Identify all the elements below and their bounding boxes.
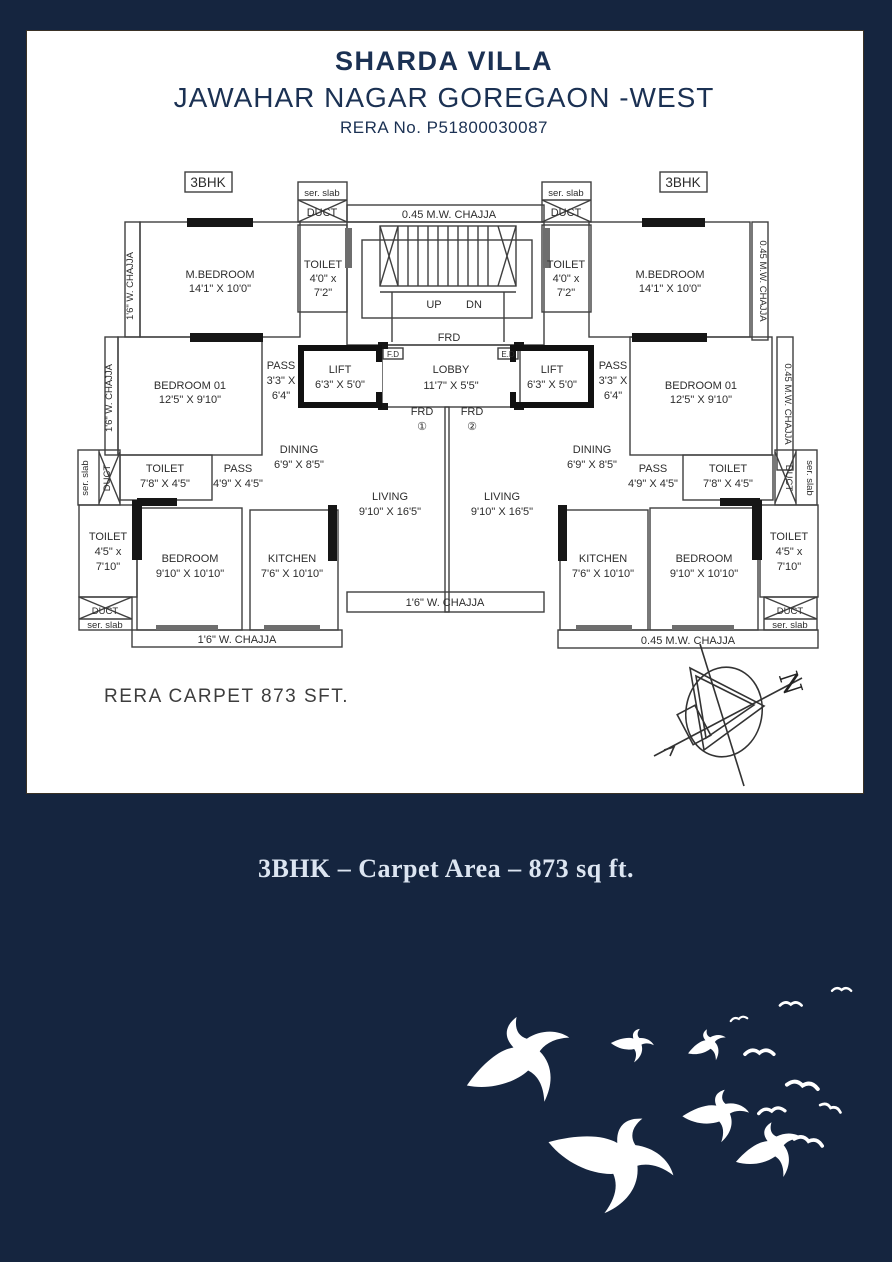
large-birds [457, 1009, 806, 1234]
bird-icon [532, 1084, 690, 1234]
bird-icon [457, 1009, 580, 1115]
lift-door-right [510, 362, 517, 392]
lift-left-name: LIFT [328, 364, 352, 376]
duct-bot-right: DUCT [776, 606, 804, 617]
stair-dn-label: DN [466, 299, 482, 311]
pass-low-left-dims: 4'9" X 4'5" [213, 478, 263, 490]
unit-label-right: 3BHK [665, 175, 701, 190]
pass-low-right-dims: 4'9" X 4'5" [628, 478, 678, 490]
chajja-right-mid: 0.45 M.W. CHAJJA [782, 363, 793, 445]
bird-icon [780, 1002, 802, 1005]
kitchen-left-dims: 7'6" X 10'10" [260, 568, 324, 580]
caption-text: 3BHK – Carpet Area – 873 sq ft. [257, 854, 635, 883]
page-title: SHARDA VILLA [335, 46, 553, 76]
bedroom-bot-left-name: BEDROOM [161, 553, 219, 565]
mbedroom-right-name: M.BEDROOM [635, 269, 705, 281]
frd-top-label: FRD [437, 332, 461, 344]
pass-low-left-name: PASS [223, 463, 253, 475]
bird-icon [730, 1016, 747, 1021]
bird-icon [679, 1082, 753, 1146]
dining-left-name: DINING [279, 444, 319, 456]
dining-right-name: DINING [572, 444, 612, 456]
living-right-name: LIVING [483, 491, 521, 503]
chajja-left-top: 1'6" W. CHAJJA [125, 251, 136, 321]
lift-right-dims: 6'3" X 5'0" [527, 379, 577, 391]
mbedroom-left-name: M.BEDROOM [185, 269, 255, 281]
ser-slab-mid-left: ser. slab [80, 460, 91, 496]
lift-left-dims: 6'3" X 5'0" [315, 379, 365, 391]
bedroom01-left-name: BEDROOM 01 [153, 380, 227, 392]
page-subtitle: JAWAHAR NAGAR GOREGAON -WEST [173, 82, 715, 113]
bedroom-bot-right-dims: 9'10" X 10'10" [669, 568, 739, 580]
pass-mid-right-d1: 3'3" X [598, 375, 628, 387]
bedroom01-right-dims: 12'5" X 9'10" [669, 394, 733, 406]
bird-icon [794, 1135, 823, 1146]
bird-icon [787, 1081, 818, 1090]
frd2-number: ② [467, 421, 477, 433]
lift-shaft-left [301, 348, 379, 405]
toilet-mid-left-name: TOILET [145, 463, 185, 475]
toilet-bot-right-d1: 4'5" x [775, 546, 803, 558]
birds-flock [430, 972, 892, 1262]
pass-mid-right-name: PASS [598, 360, 628, 372]
toilet-mid-right-dims: 7'8" X 4'5" [703, 478, 753, 490]
toilet-mid-left-dims: 7'8" X 4'5" [140, 478, 190, 490]
unit-label-left: 3BHK [190, 175, 226, 190]
toilet-top-left-d2: 7'2" [313, 287, 333, 299]
toilet-top-left-d1: 4'0" x [309, 273, 337, 285]
living-left-dims: 9'10" X 16'5" [358, 506, 422, 518]
frd1-label: FRD [410, 406, 434, 418]
living-left-name: LIVING [371, 491, 409, 503]
ser-slab-bot-left: ser. slab [87, 620, 123, 631]
toilet-top-right-name: TOILET [546, 259, 586, 271]
mbedroom-right-dims: 14'1" X 10'0" [638, 283, 702, 295]
ser-slab-mid-right: ser. slab [804, 460, 815, 496]
rera-number: RERA No. P51800030087 [339, 118, 549, 137]
lift-door-left [375, 362, 382, 392]
chajja-bot-center: 1'6" W. CHAJJA [405, 597, 485, 609]
pass-low-right-name: PASS [638, 463, 668, 475]
lobby-dims: 11'7" X 5'5" [423, 380, 479, 392]
dining-left-dims: 6'9" X 8'5" [274, 459, 324, 471]
kitchen-right-name: KITCHEN [578, 553, 628, 565]
ser-slab-top-left: ser. slab [304, 188, 340, 199]
toilet-bot-right-name: TOILET [769, 531, 809, 543]
stair-up-label: UP [426, 299, 442, 311]
chajja-right-top: 0.45 M.W. CHAJJA [757, 240, 768, 322]
small-birds [730, 988, 851, 1146]
lift-shaft-right [513, 348, 591, 405]
duct-mid-right: DUCT [783, 464, 794, 492]
north-compass [648, 640, 808, 790]
bird-icon [733, 1120, 805, 1180]
duct-bot-left: DUCT [91, 606, 119, 617]
duct-top-right: DUCT [550, 207, 582, 219]
toilet-bot-left-d1: 4'5" x [94, 546, 122, 558]
bird-icon [685, 1027, 729, 1064]
mbedroom-left-dims: 14'1" X 10'0" [188, 283, 252, 295]
toilet-mid-right-name: TOILET [708, 463, 748, 475]
kitchen-right-dims: 7'6" X 10'10" [571, 568, 635, 580]
chajja-bot-left: 1'6" W. CHAJJA [197, 634, 277, 646]
duct-mid-left: DUCT [102, 464, 113, 492]
duct-top-left: DUCT [306, 207, 338, 219]
bedroom01-right-name: BEDROOM 01 [664, 380, 738, 392]
pass-mid-left-name: PASS [266, 360, 296, 372]
bird-icon [758, 1107, 785, 1113]
compass-n-label: N [771, 668, 808, 699]
bird-icon [745, 1050, 774, 1054]
toilet-bot-left-d2: 7'10" [95, 561, 121, 573]
bird-icon [607, 1022, 657, 1067]
lobby-name: LOBBY [432, 364, 470, 376]
pass-mid-left-d1: 3'3" X [266, 375, 296, 387]
frd1-number: ① [417, 421, 427, 433]
pass-mid-left-d2: 6'4" [271, 390, 291, 402]
toilet-top-right-d1: 4'0" x [552, 273, 580, 285]
toilet-top-right-d2: 7'2" [556, 287, 576, 299]
kitchen-left-name: KITCHEN [267, 553, 317, 565]
bedroom01-left-dims: 12'5" X 9'10" [158, 394, 222, 406]
carpet-area-note: RERA CARPET 873 SFT. [104, 686, 350, 707]
frd2-label: FRD [460, 406, 484, 418]
ser-slab-bot-right: ser. slab [772, 620, 808, 631]
chajja-bot-right: 0.45 M.W. CHAJJA [640, 635, 736, 647]
bird-icon [820, 1102, 841, 1112]
ser-slab-top-right: ser. slab [548, 188, 584, 199]
floor-plan [52, 168, 842, 658]
chajja-top-center: 0.45 M.W. CHAJJA [401, 209, 497, 221]
bedroom-bot-left-dims: 9'10" X 10'10" [155, 568, 225, 580]
pass-mid-right-d2: 6'4" [603, 390, 623, 402]
living-right-dims: 9'10" X 16'5" [470, 506, 534, 518]
bedroom-bot-right-name: BEDROOM [675, 553, 733, 565]
toilet-top-left-name: TOILET [303, 259, 343, 271]
chajja-left-mid: 1'6" W. CHAJJA [104, 363, 115, 433]
toilet-bot-right-d2: 7'10" [776, 561, 802, 573]
lift-right-name: LIFT [540, 364, 564, 376]
toilet-bot-left-name: TOILET [88, 531, 128, 543]
ed-label: E.D [501, 350, 515, 359]
compass-drawing [654, 644, 802, 786]
dining-right-dims: 6'9" X 8'5" [567, 459, 617, 471]
fd-label: F.D [387, 350, 399, 359]
bird-icon [832, 988, 851, 991]
